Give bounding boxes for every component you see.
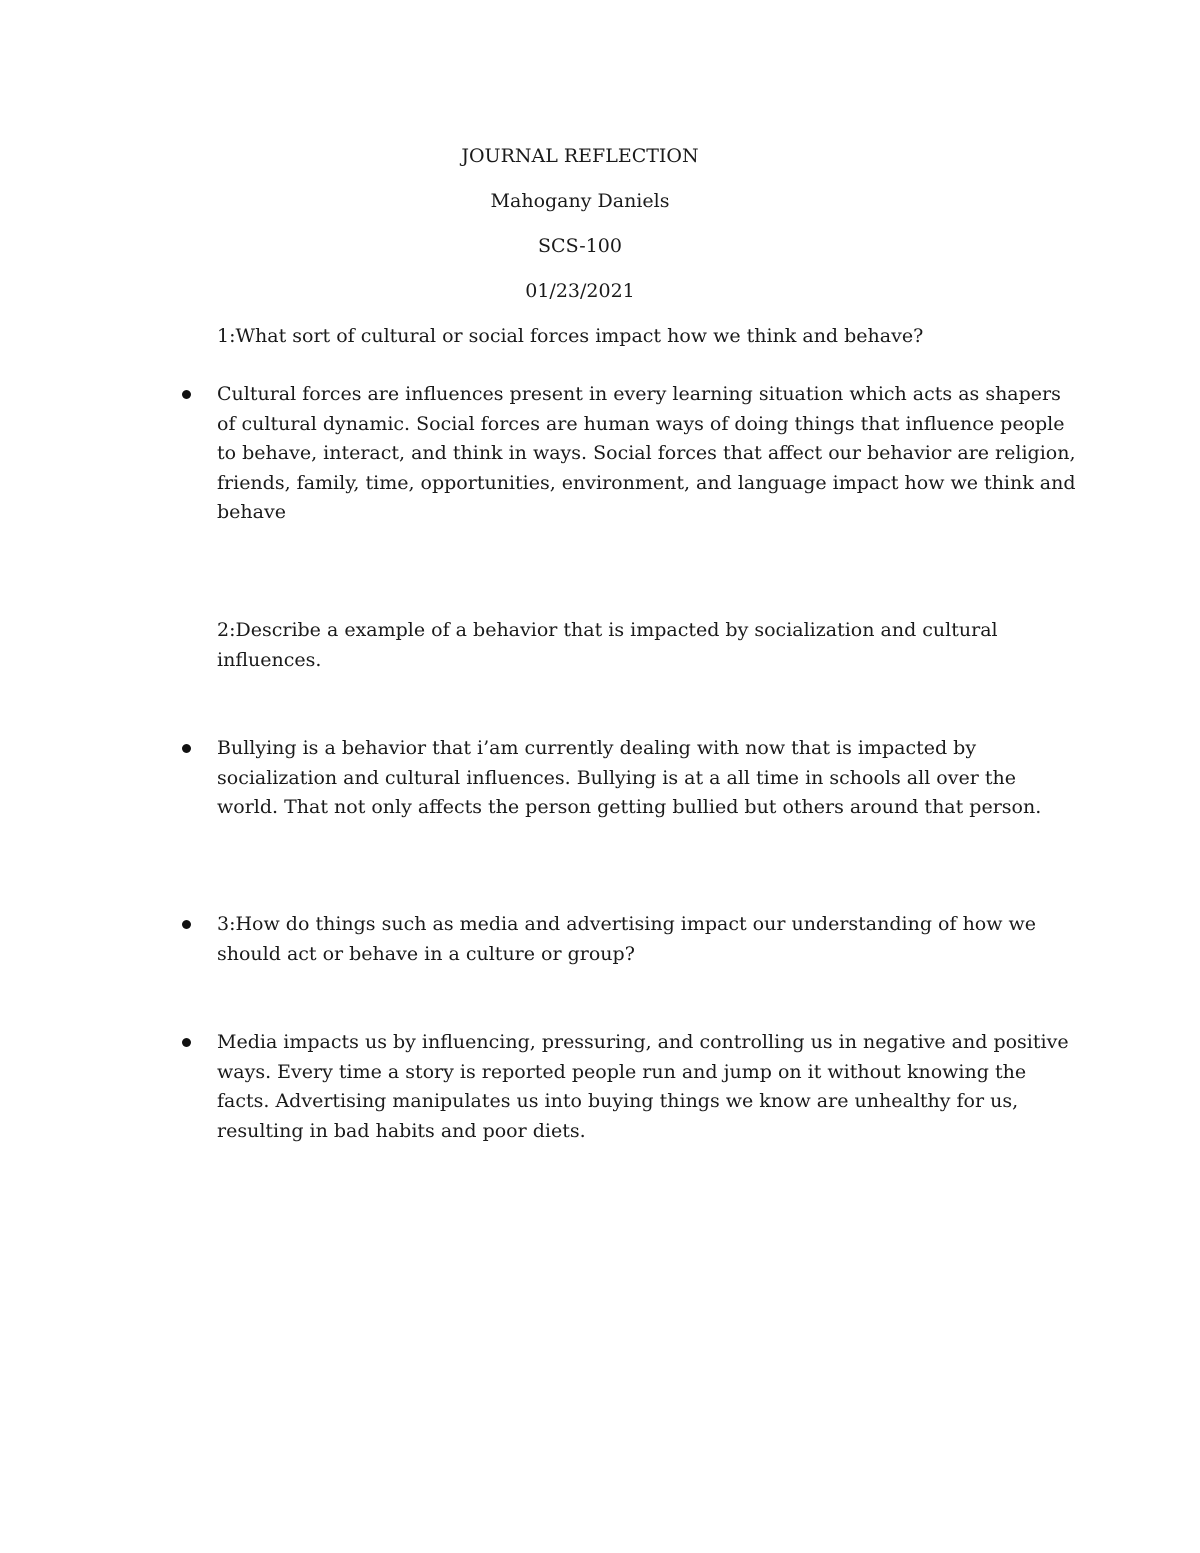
author-name: Mahogany Daniels [490, 190, 670, 212]
bullet-icon [182, 390, 191, 399]
question-1: 1:What sort of cultural or social forces impact how we think and behave? [217, 325, 924, 347]
course-code: SCS-100 [538, 235, 622, 257]
document-title: JOURNAL REFLECTION [461, 145, 699, 167]
question-2: 2:Describe a example of a behavior that is impacted by socialization and cultural influences. [217, 619, 998, 671]
bullet-icon [182, 920, 191, 929]
answer-3: Media impacts us by influencing, pressuring, and controlling us in negative and positive ways. Every time a story is reported people run and jump on it without knowing the facts. Advertising manipulates us into buying things we know are unhealthy for us, resulting in bad habits and poor diets. [217, 1031, 1069, 1142]
document-date: 01/23/2021 [525, 280, 635, 302]
bullet-icon [182, 1038, 191, 1047]
question-3: 3:How do things such as media and advertising impact our understanding of how we should act or behave in a culture or group? [217, 913, 1037, 965]
answer-1: Cultural forces are influences present in every learning situation which acts as shapers of cultural dynamic. Social forces are human ways of doing things that influence people to behave, interact, and think in ways. Social forces that affect our behavior are religion, friends, family, time, opportunities, environment, and language impact how we think and behave [217, 383, 1076, 523]
answer-2: Bullying is a behavior that i’am currently dealing with now that is impacted by socialization and cultural influences. Bullying is at a all time in schools all over the world. That not only affects the person getting bullied but others around that person. [217, 737, 1042, 818]
bullet-icon [182, 744, 191, 753]
